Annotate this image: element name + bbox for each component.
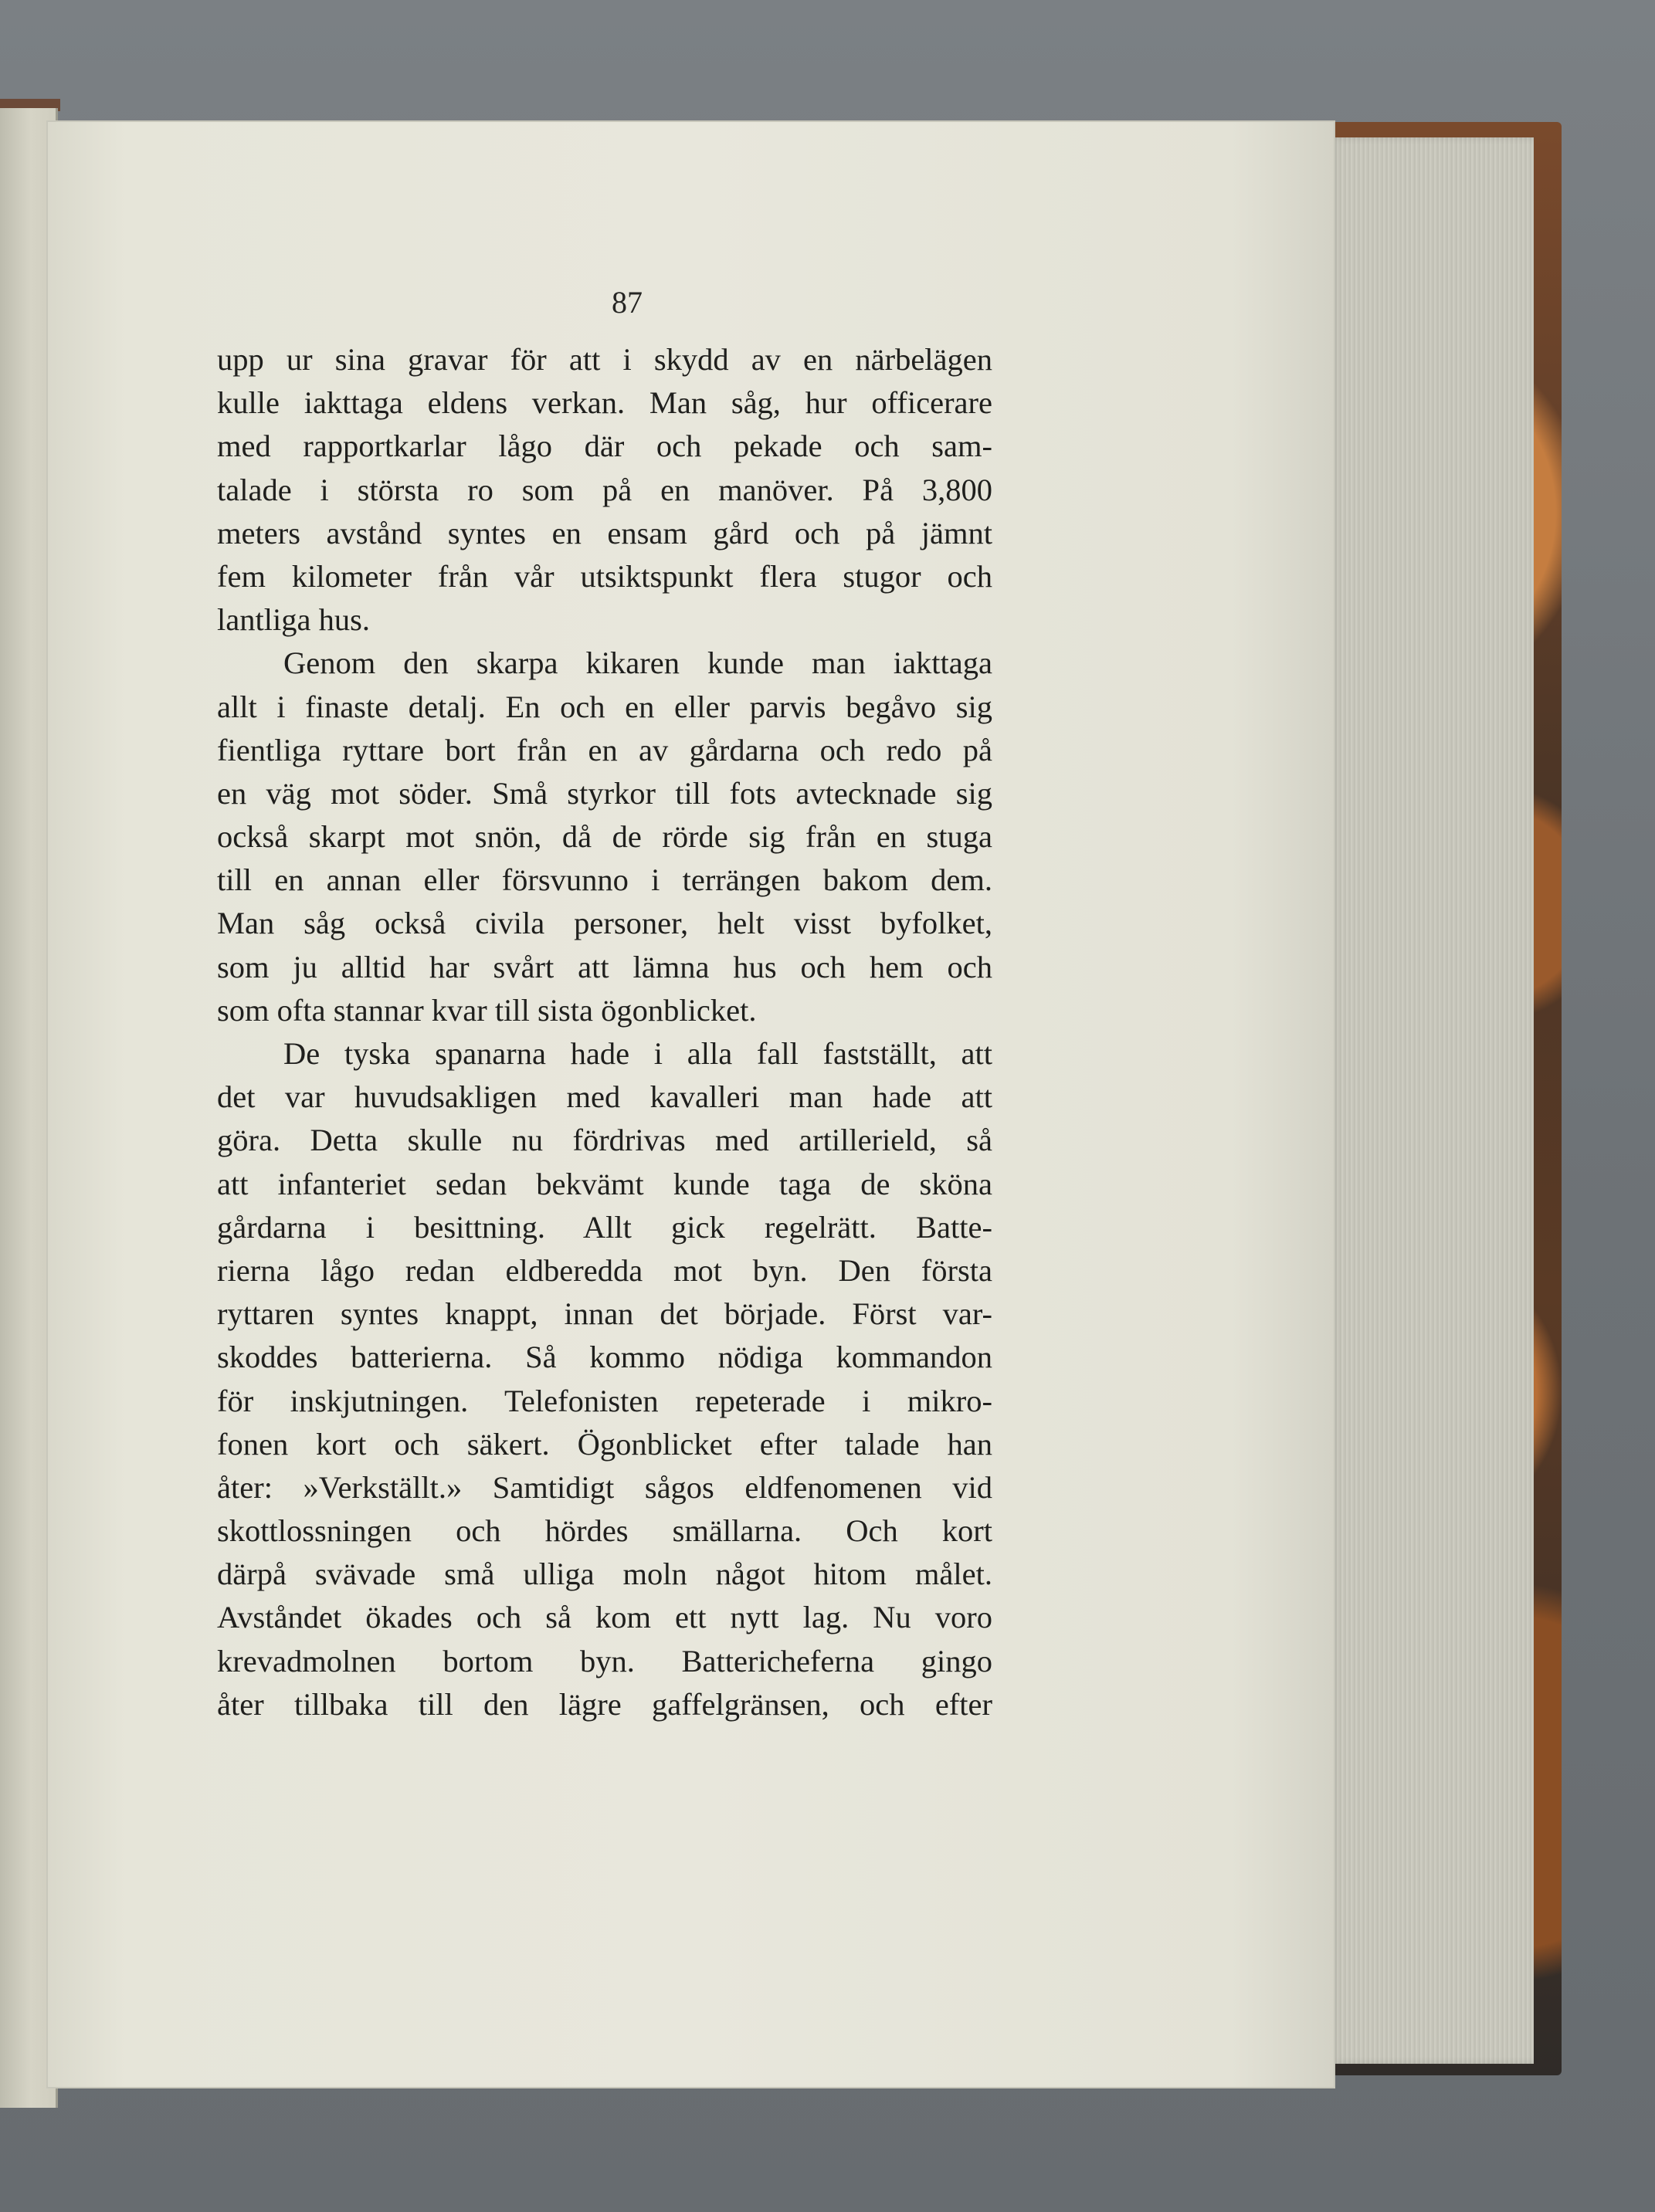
text-line: krevadmolnen bortom byn. Battericheferna gingo	[217, 1643, 992, 1678]
text-line: skoddes batterierna. Så kommo nödiga kommandon	[217, 1340, 992, 1375]
text-line: åter: »Verkställt.» Samtidigt sågos eldfenomenen vid	[217, 1469, 992, 1505]
text-line: skottlossningen och hördes smällarna. Och kort	[217, 1513, 992, 1549]
text-line: som ju alltid har svårt att lämna hus och hem och	[217, 949, 992, 984]
text-line: med rapportkarlar lågo där och pekade och sam-	[217, 429, 992, 464]
text-line: fonen kort och säkert. Ögonblicket efter talade han	[217, 1426, 992, 1462]
text-line: upp ur sina gravar för att i skydd av en närbelägen	[217, 342, 992, 377]
text-line: meters avstånd syntes en ensam gård och på jämnt	[217, 515, 992, 550]
text-line: därpå svävade små ulliga moln något hitom målet.	[217, 1557, 992, 1592]
text-line: göra. Detta skulle nu fördrivas med artillerield, så	[217, 1123, 992, 1158]
text-line: Genom den skarpa kikaren kunde man iakttaga	[283, 645, 992, 681]
text-line: lantliga hus.	[217, 602, 370, 638]
text-line: kulle iakttaga eldens verkan. Man såg, hur officerare	[217, 385, 992, 421]
text-line: ryttaren syntes knappt, innan det började. Först var-	[217, 1296, 992, 1332]
text-line: också skarpt mot snön, då de rörde sig från en stuga	[217, 819, 992, 855]
page-number: 87	[612, 285, 643, 320]
text-line: rierna lågo redan eldberedda mot byn. Den första	[217, 1252, 992, 1288]
body-text	[217, 338, 992, 1726]
text-line: åter tillbaka till den lägre gaffelgränsen, och efter	[217, 1686, 992, 1722]
text-line: De tyska spanarna hade i alla fall fastställt, att	[283, 1036, 992, 1071]
text-line: allt i finaste detalj. En och en eller parvis begåvo sig	[217, 689, 992, 724]
text-line: det var huvudsakligen med kavalleri man hade att	[217, 1079, 992, 1115]
page-edges	[1330, 137, 1534, 2064]
text-line: till en annan eller försvunno i terrängen bakom dem.	[217, 862, 992, 898]
text-line: talade i största ro som på en manöver. På 3,800	[217, 472, 992, 507]
text-line: en väg mot söder. Små styrkor till fots avtecknade sig	[217, 775, 992, 811]
text-line: fientliga ryttare bort från en av gårdarna och redo på	[217, 732, 992, 767]
text-line: att infanteriet sedan bekvämt kunde taga de sköna	[217, 1166, 992, 1201]
text-line: för inskjutningen. Telefonisten repeterade i mikro-	[217, 1383, 992, 1418]
text-line: gårdarna i besittning. Allt gick regelrätt. Batte-	[217, 1209, 992, 1245]
text-line: Avståndet ökades och så kom ett nytt lag. Nu voro	[217, 1600, 992, 1635]
text-line: fem kilometer från vår utsiktspunkt flera stugor och	[217, 558, 992, 594]
text-line: som ofta stannar kvar till sista ögonblicket.	[217, 992, 757, 1028]
text-line: Man såg också civila personer, helt visst byfolket,	[217, 906, 992, 941]
book-page	[48, 122, 1334, 2087]
